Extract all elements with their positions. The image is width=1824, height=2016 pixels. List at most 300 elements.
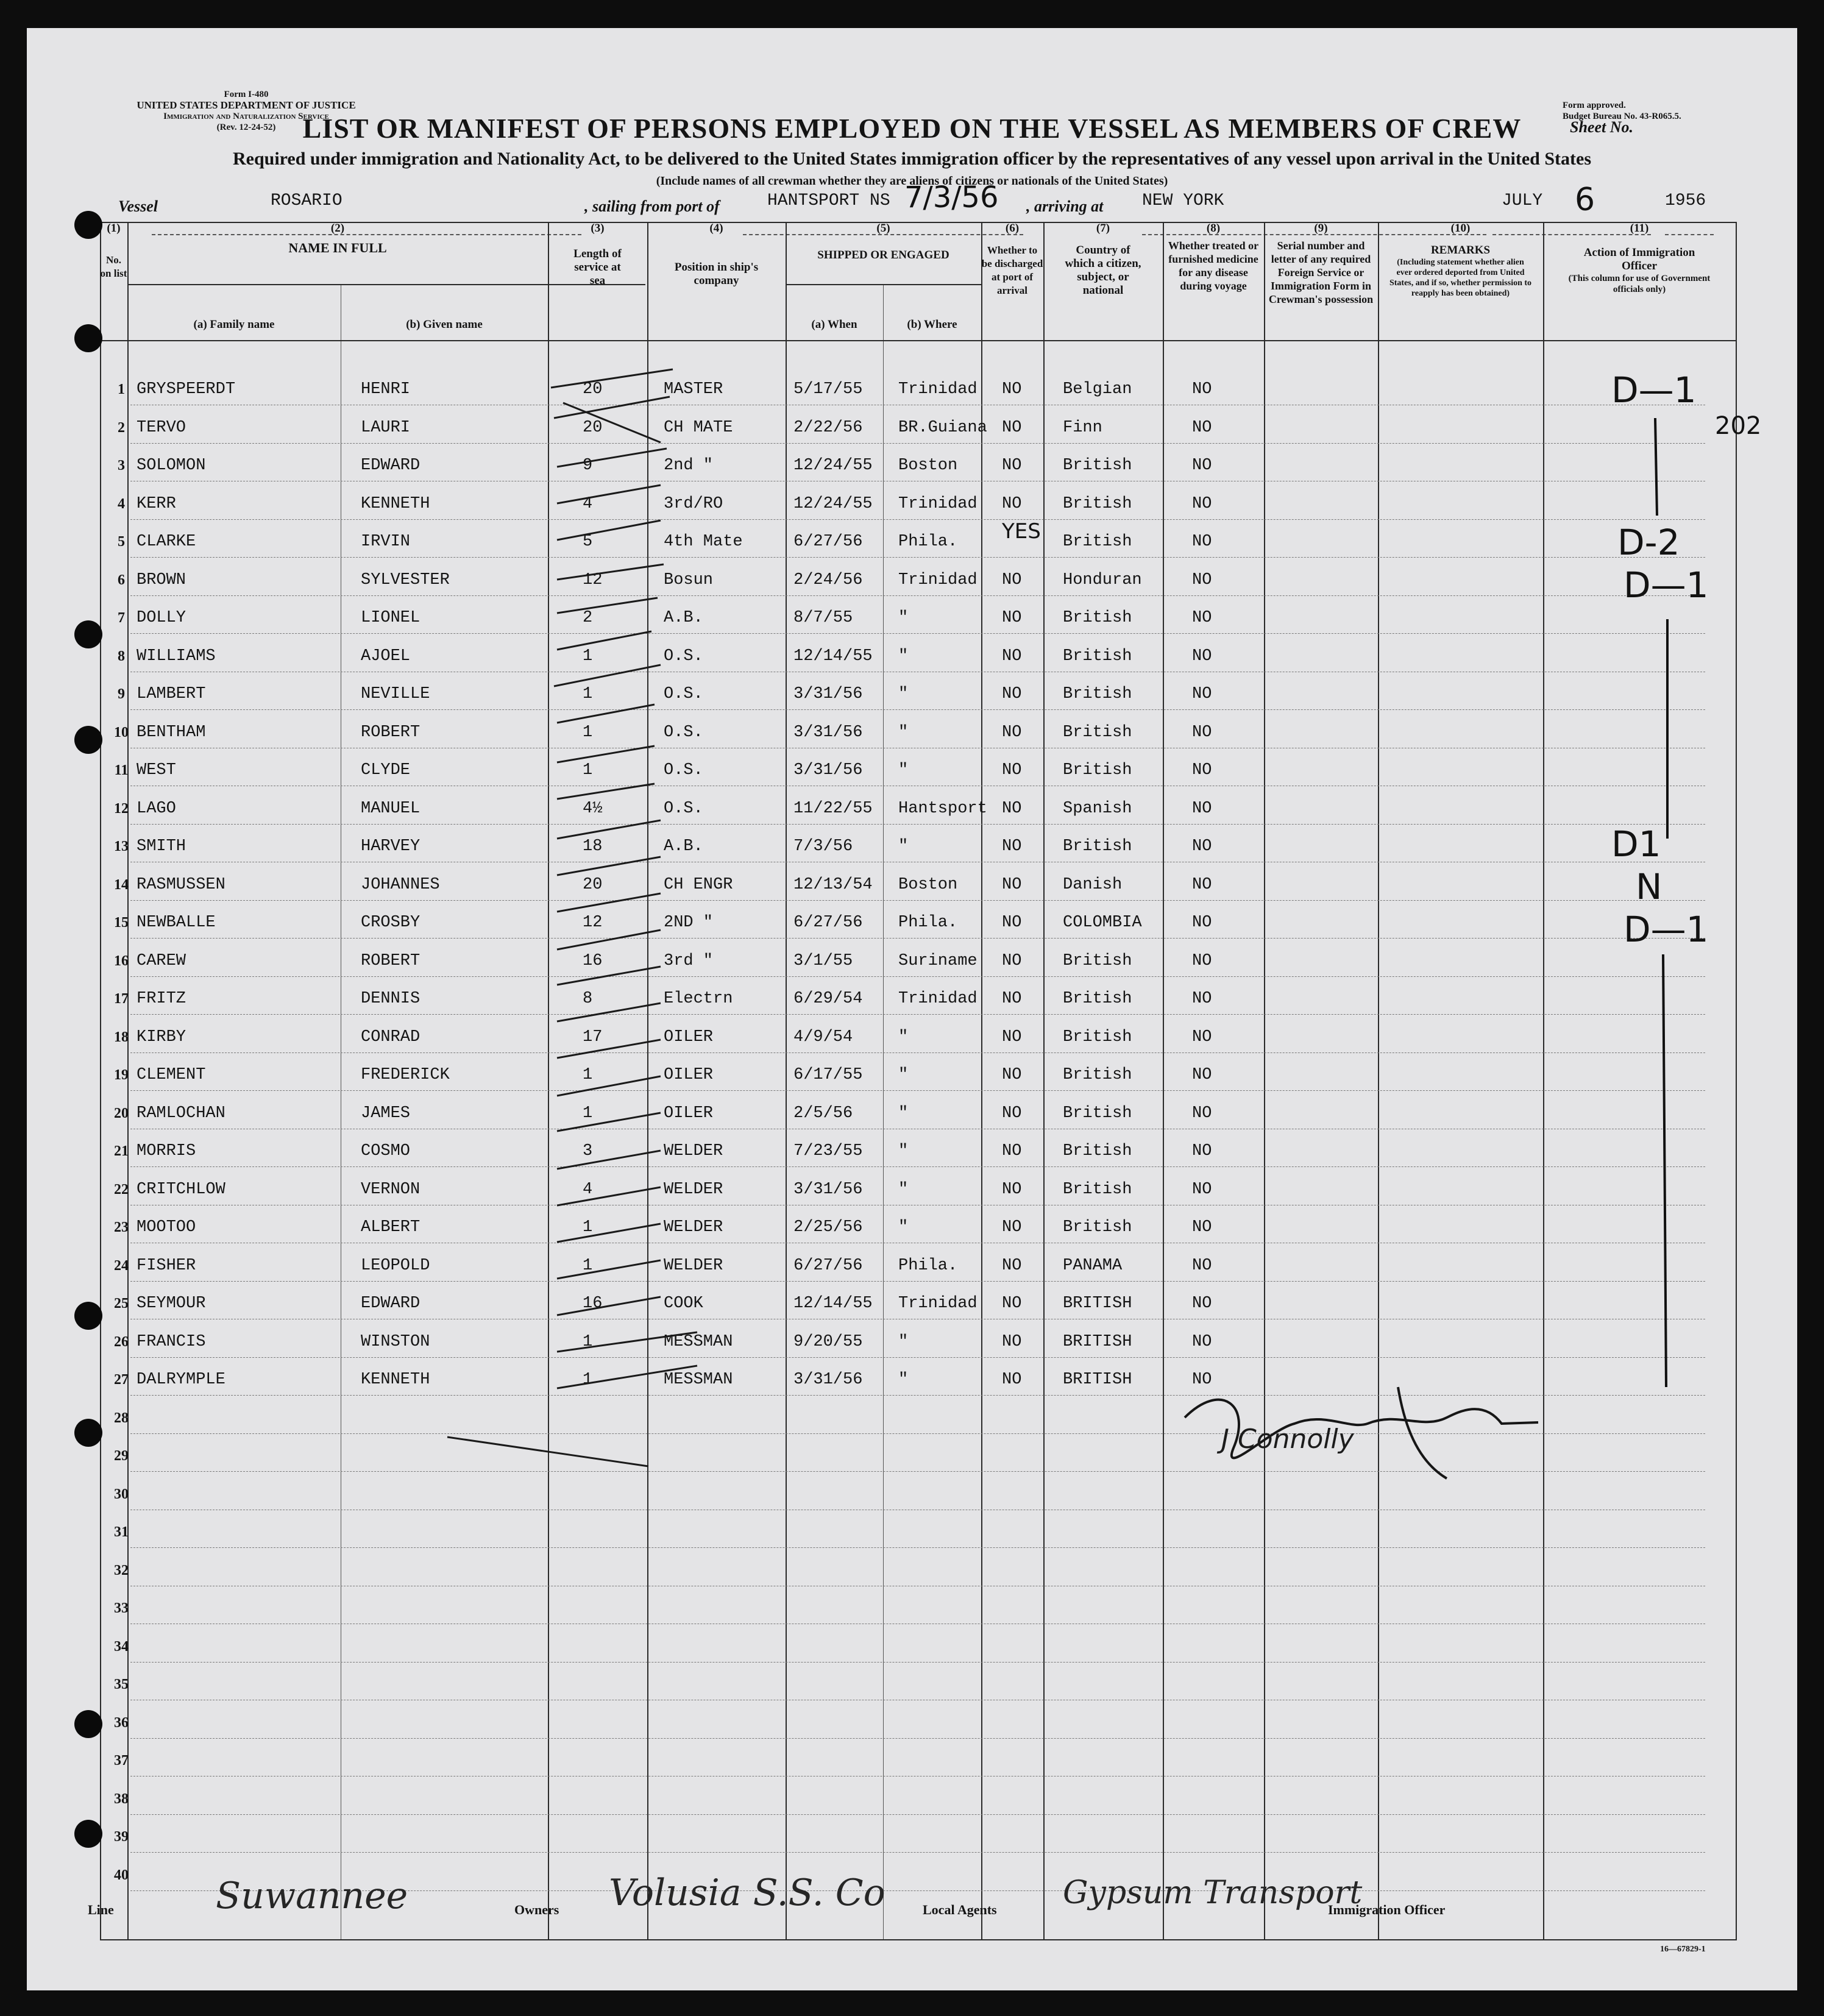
row-rule (130, 1357, 1705, 1358)
pen-strike (557, 485, 661, 503)
family-name-cell: CAREW (137, 951, 186, 970)
given-name-cell: NEVILLE (361, 685, 430, 703)
position-cell: OILER (664, 1104, 714, 1123)
medicine-cell: NO (1192, 1066, 1212, 1084)
col3-header (548, 222, 647, 288)
subheader-divider (786, 284, 982, 285)
shipped-when-cell: 5/17/55 (793, 380, 863, 399)
row-rule (130, 557, 1705, 558)
medicine-cell: NO (1192, 380, 1212, 399)
family-name-cell: KIRBY (137, 1028, 186, 1046)
row-rule (130, 1852, 1705, 1853)
country-cell: British (1063, 685, 1132, 703)
given-name-cell: KENNETH (361, 494, 430, 513)
col2b-header: (b) Given name (406, 318, 483, 331)
col8-label: Whether treated or furnished medicine for any disease during voyage (1168, 240, 1259, 292)
family-name-cell: LAGO (137, 799, 176, 818)
row-number: 27 (114, 1372, 129, 1388)
given-name-cell: DENNIS (361, 990, 421, 1008)
row-rule (130, 1433, 1705, 1434)
row-number: 6 (118, 572, 125, 588)
shipped-where-cell: Trinidad (898, 570, 978, 589)
family-name-cell: RAMLOCHAN (137, 1104, 225, 1123)
position-cell: MESSMAN (664, 1371, 733, 1389)
medicine-cell: NO (1192, 1371, 1212, 1389)
col10-note: (Including statement whether alien ever ordered deported from United States, and if so, whether permission to reapply has been obtained) (1389, 258, 1532, 298)
discharged-cell: NO (1002, 914, 1022, 932)
country-cell: British (1063, 456, 1132, 475)
country-cell: BRITISH (1063, 1294, 1132, 1313)
discharged-cell: NO (1002, 1104, 1022, 1123)
given-name-cell: JOHANNES (361, 875, 440, 894)
row-rule (130, 1014, 1705, 1015)
medicine-cell: NO (1192, 1028, 1212, 1046)
given-name-cell: EDWARD (361, 1294, 421, 1313)
col1-number: (1) (107, 222, 121, 235)
row-rule (130, 443, 1705, 444)
pen-strike (554, 397, 670, 442)
owners-value: Volusia S.S. Co (609, 1872, 885, 1914)
given-name-cell: LAURI (361, 418, 411, 437)
discharged-cell: NO (1002, 1294, 1022, 1313)
row-rule (130, 1281, 1705, 1282)
col7-number: (7) (1096, 222, 1110, 235)
position-cell: WELDER (664, 1218, 723, 1237)
position-cell: 3rd " (664, 951, 714, 970)
row-rule (130, 1395, 1705, 1396)
family-name-cell: KERR (137, 494, 176, 513)
row-rule (130, 1166, 1705, 1167)
row-number: 32 (114, 1562, 129, 1578)
arrival-day: 6 (1575, 182, 1595, 218)
table-border-right (1736, 222, 1737, 1939)
row-rule (130, 938, 1705, 939)
medicine-cell: NO (1192, 570, 1212, 589)
pen-strike (557, 820, 661, 949)
binder-hole (74, 1419, 102, 1447)
row-rule (130, 1662, 1705, 1663)
service: Immigration and Naturalization Service (163, 112, 329, 121)
col9-header (1264, 222, 1378, 306)
col5b-header: (b) Where (907, 318, 957, 331)
arrival-year: 1956 (1665, 191, 1706, 210)
country-cell: British (1063, 761, 1132, 779)
header-bottom-border (100, 340, 1737, 341)
arrival-month: JULY (1502, 191, 1543, 210)
row-number: 14 (114, 876, 129, 893)
family-name-cell: FISHER (137, 1256, 196, 1275)
service-cell: 1 (583, 723, 593, 742)
col-divider (1163, 222, 1164, 1939)
position-cell: 2nd " (664, 456, 714, 475)
discharged-cell: NO (1002, 1332, 1022, 1351)
given-name-cell: ROBERT (361, 951, 421, 970)
country-cell: Spanish (1063, 799, 1132, 818)
row-number: 29 (114, 1448, 129, 1464)
col-divider (647, 222, 648, 1939)
shipped-when-cell: 6/27/56 (793, 914, 863, 932)
binder-hole (74, 324, 102, 352)
row-number: 10 (114, 724, 129, 740)
row-number: 3 (118, 458, 125, 474)
row-number: 31 (114, 1524, 129, 1540)
agents-label: Local Agents (923, 1902, 997, 1917)
family-name-cell: BROWN (137, 570, 186, 589)
revision: (Rev. 12-24-52) (216, 122, 276, 132)
service-cell: 16 (583, 1294, 603, 1313)
row-number: 5 (118, 534, 125, 550)
family-name-cell: BENTHAM (137, 723, 206, 742)
vessel-label: Vessel (118, 197, 158, 215)
position-cell: CH ENGR (664, 875, 733, 894)
owners-label: Owners (514, 1902, 559, 1917)
row-number: 22 (114, 1181, 129, 1198)
position-cell: 3rd/RO (664, 494, 723, 513)
shipped-where-cell: BR.Guiana (898, 418, 987, 437)
shipped-where-cell: " (898, 1066, 909, 1084)
shipped-where-cell: Trinidad (898, 380, 978, 399)
sailing-date: 7/3/56 (904, 180, 999, 215)
department: UNITED STATES DEPARTMENT OF JUSTICE (137, 99, 356, 111)
given-name-cell: CLYDE (361, 761, 411, 779)
shipped-when-cell: 11/22/55 (793, 799, 873, 818)
col6-label: Whether to be discharged at port of arrival (981, 244, 1043, 296)
col10-header (1378, 222, 1543, 299)
service-cell: 1 (583, 647, 593, 665)
shipped-when-cell: 6/27/56 (793, 1256, 863, 1275)
col4-label: Position in ship's company (674, 261, 759, 287)
country-cell: COLOMBIA (1063, 914, 1142, 932)
col6-number: (6) (1005, 222, 1020, 235)
given-name-cell: HENRI (361, 380, 411, 399)
service-cell: 20 (583, 875, 603, 894)
shipped-when-cell: 3/31/56 (793, 1371, 863, 1389)
shipped-where-cell: " (898, 647, 909, 665)
col2-label: NAME IN FULL (288, 240, 387, 255)
col2-number: (2) (330, 222, 345, 235)
discharged-cell: NO (1002, 647, 1022, 665)
include-note: (Include names of all crewman whether they are aliens of citizens or nationals of the United States) (656, 174, 1168, 188)
service-cell: 4 (583, 1180, 593, 1199)
row-number: 20 (114, 1105, 129, 1121)
manifest-page (27, 28, 1797, 1990)
medicine-cell: NO (1192, 1180, 1212, 1199)
position-cell: MESSMAN (664, 1332, 733, 1351)
discharged-cell: NO (1002, 1371, 1022, 1389)
discharged-cell: NO (1002, 418, 1022, 437)
row-number: 28 (114, 1410, 129, 1426)
shipped-where-cell: " (898, 685, 909, 703)
shipped-where-cell: Trinidad (898, 990, 978, 1008)
col7-label: Country of which a citizen, subject, or national (1065, 244, 1141, 297)
family-name-cell: SOLOMON (137, 456, 206, 475)
service-cell: 4 (583, 494, 593, 513)
row-rule (130, 1052, 1705, 1053)
family-name-cell: RASMUSSEN (137, 875, 225, 894)
shipped-where-cell: " (898, 1218, 909, 1237)
pen-strike (557, 1113, 661, 1242)
row-rule (130, 1814, 1705, 1815)
col10-number: (10) (1450, 222, 1471, 235)
bracket-line (1663, 954, 1666, 1387)
officer-mark-d1-second: D—1 (1624, 564, 1709, 606)
medicine-cell: NO (1192, 494, 1212, 513)
position-cell: Bosun (664, 570, 714, 589)
shipped-where-cell: Hantsport (898, 799, 987, 818)
medicine-cell: NO (1192, 1142, 1212, 1160)
medicine-cell: NO (1192, 875, 1212, 894)
shipped-where-cell: " (898, 609, 909, 627)
shipped-where-cell: " (898, 723, 909, 742)
medicine-cell: NO (1192, 456, 1212, 475)
discharged-cell: NO (1002, 1142, 1022, 1160)
country-cell: British (1063, 990, 1132, 1008)
discharged-cell: NO (1002, 1218, 1022, 1237)
row-rule (130, 1738, 1705, 1739)
discharged-cell: NO (1002, 456, 1022, 475)
country-cell: British (1063, 951, 1132, 970)
position-cell: O.S. (664, 685, 703, 703)
position-cell: COOK (664, 1294, 703, 1313)
row-number: 9 (118, 686, 125, 702)
col2-header (127, 222, 548, 255)
pen-strike (557, 1260, 697, 1388)
col4-number: (4) (709, 222, 723, 235)
row-number: 12 (114, 800, 129, 817)
country-cell: Finn (1063, 418, 1102, 437)
given-name-cell: AJOEL (361, 647, 411, 665)
service-cell: 12 (583, 914, 603, 932)
shipped-when-cell: 2/24/56 (793, 570, 863, 589)
service-cell: 5 (583, 533, 593, 551)
country-cell: PANAMA (1063, 1256, 1123, 1275)
country-cell: Danish (1063, 875, 1123, 894)
medicine-cell: NO (1192, 723, 1212, 742)
row-rule (130, 1090, 1705, 1091)
position-cell: O.S. (664, 799, 703, 818)
service-cell: 12 (583, 570, 603, 589)
officer-mark-d1-third: D1 (1611, 823, 1661, 865)
row-number: 24 (114, 1257, 129, 1274)
col-divider (1378, 222, 1379, 1939)
discharged-cell: NO (1002, 1066, 1022, 1084)
discharged-cell: NO (1002, 685, 1022, 703)
arriving-label: , arriving at (1026, 197, 1104, 215)
given-name-cell: CONRAD (361, 1028, 421, 1046)
service-cell: 1 (583, 761, 593, 779)
col7-header (1043, 222, 1163, 297)
medicine-cell: NO (1192, 685, 1212, 703)
pen-strike (557, 520, 661, 540)
shipped-when-cell: 6/27/56 (793, 533, 863, 551)
shipped-where-cell: " (898, 1104, 909, 1123)
row-rule (130, 824, 1705, 825)
given-name-cell: VERNON (361, 1180, 421, 1199)
col-divider (1543, 222, 1544, 1939)
discharged-cell: NO (1002, 1256, 1022, 1275)
form-number: Form I-480 (224, 90, 269, 99)
shipped-where-cell: " (898, 761, 909, 779)
medicine-cell: NO (1192, 914, 1212, 932)
given-name-cell: KENNETH (361, 1371, 430, 1389)
col2a-header: (a) Family name (193, 318, 275, 331)
given-name-cell: WINSTON (361, 1332, 430, 1351)
service-cell: 2 (583, 609, 593, 627)
discharged-cell: NO (1002, 990, 1022, 1008)
subtitle: Required under immigration and Nationality Act, to be delivered to the United States immigration officer by the representatives of any vessel upon arrival in the United States (232, 149, 1592, 169)
shipped-when-cell: 3/1/55 (793, 951, 853, 970)
row-number: 40 (114, 1867, 129, 1883)
row-number: 18 (114, 1029, 129, 1045)
shipped-when-cell: 4/9/54 (793, 1028, 853, 1046)
service-cell: 3 (583, 1142, 593, 1160)
col3-label: Length of service at sea (573, 247, 622, 287)
given-name-cell: LEOPOLD (361, 1256, 430, 1275)
pen-strike (551, 369, 673, 388)
row-rule (130, 900, 1705, 901)
col-divider (1264, 222, 1265, 1939)
discharged-cell: NO (1002, 1180, 1022, 1199)
binder-hole (74, 1710, 102, 1738)
country-cell: British (1063, 609, 1132, 627)
discharged-cell: NO (1002, 723, 1022, 742)
family-name-cell: FRANCIS (137, 1332, 206, 1351)
col-divider (1043, 222, 1045, 1939)
shipped-where-cell: Trinidad (898, 494, 978, 513)
col5a-header: (a) When (811, 318, 857, 331)
service-cell: 1 (583, 1218, 593, 1237)
col1-label: No. on list (100, 254, 127, 279)
medicine-cell: NO (1192, 418, 1212, 437)
family-name-cell: CLARKE (137, 533, 196, 551)
country-cell: British (1063, 1142, 1132, 1160)
shipped-when-cell: 2/5/56 (793, 1104, 853, 1123)
medicine-cell: NO (1192, 1104, 1212, 1123)
shipped-when-cell: 12/14/55 (793, 1294, 873, 1313)
position-cell: A.B. (664, 837, 703, 856)
col11-label: Action of Immigration Officer (1583, 246, 1695, 272)
country-cell: British (1063, 723, 1132, 742)
row-number: 35 (114, 1677, 129, 1692)
shipped-where-cell: Phila. (898, 914, 958, 932)
position-cell: WELDER (664, 1256, 723, 1275)
col6-header (981, 222, 1043, 297)
shipped-when-cell: 6/29/54 (793, 990, 863, 1008)
country-cell: British (1063, 494, 1132, 513)
position-cell: 4th Mate (664, 533, 743, 551)
position-cell: O.S. (664, 647, 703, 665)
country-cell: BRITISH (1063, 1332, 1132, 1351)
family-name-cell: MORRIS (137, 1142, 196, 1160)
family-name-cell: SEYMOUR (137, 1294, 206, 1313)
shipped-when-cell: 3/31/56 (793, 685, 863, 703)
row-number: 13 (114, 839, 129, 854)
row-number: 38 (114, 1791, 129, 1807)
col-divider (786, 222, 787, 1939)
margin-number: 202 (1715, 412, 1762, 440)
signature: J Connolly (1221, 1424, 1354, 1455)
discharged-cell: YES (1002, 519, 1041, 544)
shipped-where-cell: " (898, 1180, 909, 1199)
shipped-when-cell: 12/13/54 (793, 875, 873, 894)
country-cell: Honduran (1063, 570, 1142, 589)
given-name-cell: EDWARD (361, 456, 421, 475)
discharged-cell: NO (1002, 570, 1022, 589)
country-cell: British (1063, 1104, 1132, 1123)
service-cell: 17 (583, 1028, 603, 1046)
discharged-cell: NO (1002, 609, 1022, 627)
service-cell: 1 (583, 1066, 593, 1084)
given-name-cell: ROBERT (361, 723, 421, 742)
shipped-when-cell: 7/23/55 (793, 1142, 863, 1160)
given-name-cell: FREDERICK (361, 1066, 450, 1084)
pen-strike (554, 665, 661, 799)
medicine-cell: NO (1192, 761, 1212, 779)
col-divider (883, 284, 884, 1939)
service-cell: 1 (583, 1104, 593, 1123)
shipped-where-cell: " (898, 1142, 909, 1160)
family-name-cell: CRITCHLOW (137, 1180, 225, 1199)
binder-hole (74, 726, 102, 754)
service-cell: 1 (583, 1371, 593, 1389)
col9-number: (9) (1314, 222, 1328, 235)
service-cell: 1 (583, 1332, 593, 1351)
discharged-cell: NO (1002, 380, 1022, 399)
line-label: Line (88, 1902, 114, 1917)
position-cell: OILER (664, 1066, 714, 1084)
row-number: 23 (114, 1219, 129, 1235)
row-rule (130, 976, 1705, 977)
family-name-cell: WEST (137, 761, 176, 779)
position-cell: OILER (664, 1028, 714, 1046)
col5-number: (5) (876, 222, 890, 235)
given-name-cell: LIONEL (361, 609, 421, 627)
position-cell: MASTER (664, 380, 723, 399)
shipped-when-cell: 2/22/56 (793, 418, 863, 437)
row-number: 37 (114, 1753, 129, 1769)
row-rule (130, 633, 1705, 634)
row-number: 16 (114, 953, 129, 969)
country-cell: British (1063, 1180, 1132, 1199)
shipped-where-cell: " (898, 1332, 909, 1351)
col3-number: (3) (591, 222, 605, 235)
pen-strike (557, 449, 667, 467)
col11-number: (11) (1630, 222, 1649, 235)
shipped-when-cell: 3/31/56 (793, 761, 863, 779)
row-rule (130, 519, 1705, 520)
discharged-cell: NO (1002, 761, 1022, 779)
approval-line1: Form approved. (1563, 101, 1626, 110)
approval-line2: Budget Bureau No. 43-R065.5. (1563, 112, 1681, 121)
discharged-cell: NO (1002, 837, 1022, 856)
footer-code: 16—67829-1 (1660, 1945, 1706, 1954)
country-cell: British (1063, 837, 1132, 856)
medicine-cell: NO (1192, 533, 1212, 551)
row-number: 1 (118, 382, 125, 397)
country-cell: British (1063, 647, 1132, 665)
row-number: 34 (114, 1638, 129, 1655)
family-name-cell: DOLLY (137, 609, 186, 627)
col1-header (100, 222, 127, 280)
service-cell: 4½ (583, 799, 603, 818)
service-cell: 18 (583, 837, 603, 856)
position-cell: WELDER (664, 1180, 723, 1199)
position-cell: CH MATE (664, 418, 733, 437)
col11-header (1543, 222, 1736, 295)
service-cell: 1 (583, 1256, 593, 1275)
shipped-where-cell: Boston (898, 875, 958, 894)
vessel-name: ROSARIO (271, 191, 342, 210)
